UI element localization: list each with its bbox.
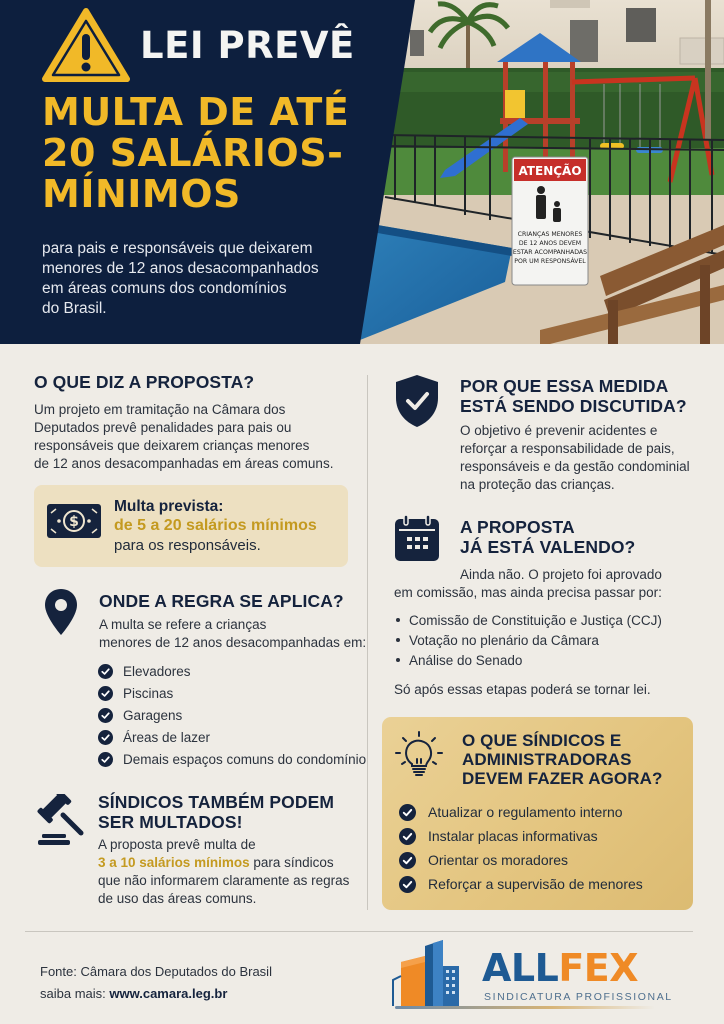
logo-word-part: FEX bbox=[558, 946, 639, 990]
check-circle-icon bbox=[399, 828, 416, 845]
section-proposal bbox=[34, 372, 354, 473]
more-info-label: saiba mais: bbox=[40, 986, 110, 1001]
section-title bbox=[98, 792, 334, 832]
logo-word-part: ALL bbox=[482, 946, 559, 990]
fine-amount-highlight: 3 a 10 salários mínimos bbox=[98, 855, 250, 870]
svg-text:ATENÇÃO: ATENÇÃO bbox=[518, 164, 582, 178]
title-line: ESTÁ SENDO DISCUTIDA? bbox=[460, 396, 687, 416]
subtitle-line: menores de 12 anos desacompanhados bbox=[42, 260, 319, 277]
hero-banner bbox=[0, 0, 724, 344]
list-item-label: Reforçar a supervisão de menores bbox=[428, 876, 643, 892]
body-line: em comissão, mas ainda precisa passar por: bbox=[394, 585, 662, 600]
list-item bbox=[98, 660, 366, 682]
list-item bbox=[399, 800, 643, 824]
body-line: reforçar a responsabilidade de pais, bbox=[460, 441, 675, 456]
check-circle-icon bbox=[98, 752, 113, 767]
more-info bbox=[40, 983, 272, 1005]
headline-subtitle bbox=[42, 239, 342, 319]
svg-text:$: $ bbox=[69, 514, 79, 530]
list-item bbox=[98, 748, 366, 770]
check-circle-icon bbox=[98, 708, 113, 723]
title-line: DEVEM FAZER AGORA? bbox=[462, 769, 663, 788]
title-line: ADMINISTRADORAS bbox=[462, 750, 632, 769]
list-item-label: Instalar placas informativas bbox=[428, 828, 598, 844]
list-item-label: Piscinas bbox=[123, 685, 174, 701]
body-line: responsáveis que deixarem crianças menores bbox=[34, 438, 310, 453]
source-link[interactable]: www.camara.leg.br bbox=[109, 986, 228, 1001]
body-line: de 12 anos desacompanhadas em áreas comuns. bbox=[34, 456, 334, 471]
body-line: Deputados prevê penalidades para pais ou bbox=[34, 420, 292, 435]
gavel-icon bbox=[36, 794, 88, 846]
check-circle-icon bbox=[399, 804, 416, 821]
body-line: A multa se refere a crianças bbox=[99, 617, 267, 632]
money-bill-icon bbox=[47, 504, 101, 538]
headline bbox=[42, 92, 362, 215]
hero-text bbox=[42, 12, 372, 319]
fine-label: Multa prevista: bbox=[114, 498, 224, 515]
footer-divider bbox=[25, 931, 693, 932]
allfex-logo bbox=[385, 940, 673, 1012]
subtitle-line: para pais e responsáveis que deixarem bbox=[42, 240, 313, 257]
map-pin-icon bbox=[44, 588, 78, 636]
section-body bbox=[460, 422, 690, 494]
list-item-label: Atualizar o regulamento interno bbox=[428, 804, 623, 820]
warning-triangle-icon bbox=[42, 7, 130, 83]
section-title: O QUE DIZ A PROPOSTA? bbox=[34, 372, 255, 392]
source-credit bbox=[40, 961, 272, 1005]
list-item bbox=[399, 824, 643, 848]
list-item: Votação no plenário da Câmara bbox=[396, 630, 662, 650]
calendar-icon bbox=[394, 514, 440, 562]
section-body bbox=[34, 401, 354, 473]
section-body bbox=[98, 836, 349, 908]
fine-target: para os responsáveis. bbox=[114, 537, 261, 554]
list-item bbox=[98, 726, 366, 748]
body-line: O objetivo é prevenir acidentes e bbox=[460, 423, 658, 438]
headline-prefix: LEI PREVÊ bbox=[140, 23, 355, 67]
section-body bbox=[394, 566, 662, 602]
logo-tagline: SINDICATURA PROFISSIONAL bbox=[484, 991, 673, 1003]
section-title bbox=[462, 731, 662, 788]
buildings-logo-icon bbox=[385, 940, 467, 1012]
title-line: O QUE SÍNDICOS E bbox=[462, 731, 622, 750]
body-line: A proposta prevê multa de bbox=[98, 837, 256, 852]
list-item bbox=[98, 704, 366, 726]
subtitle-line: do Brasil. bbox=[42, 300, 107, 317]
logo-underline bbox=[395, 1006, 655, 1009]
check-circle-icon bbox=[98, 686, 113, 701]
section-title bbox=[460, 517, 635, 557]
check-circle-icon bbox=[98, 664, 113, 679]
action-list bbox=[399, 800, 643, 896]
svg-text:POR UM RESPONSÁVEL: POR UM RESPONSÁVEL bbox=[514, 258, 586, 265]
title-line: A PROPOSTA bbox=[460, 517, 575, 537]
list-item bbox=[399, 872, 643, 896]
body-line: menores de 12 anos desacompanhadas em: bbox=[99, 635, 367, 650]
svg-text:CRIANÇAS MENORES: CRIANÇAS MENORES bbox=[517, 231, 583, 238]
svg-text:DE 12 ANOS DEVEM: DE 12 ANOS DEVEM bbox=[518, 240, 582, 247]
fine-amount: de 5 a 20 salários mínimos bbox=[114, 517, 317, 534]
list-item: Análise do Senado bbox=[396, 650, 662, 670]
approval-steps-list bbox=[396, 610, 662, 670]
shield-check-icon bbox=[394, 374, 440, 428]
check-circle-icon bbox=[98, 730, 113, 745]
list-item-label: Elevadores bbox=[123, 663, 191, 679]
svg-text:ESTAR ACOMPANHADAS: ESTAR ACOMPANHADAS bbox=[512, 249, 588, 256]
body-line: responsáveis e da gestão condominial bbox=[460, 459, 690, 474]
body-line bbox=[98, 854, 349, 872]
lightbulb-icon bbox=[394, 731, 444, 781]
source-text: Fonte: Câmara dos Deputados do Brasil bbox=[40, 964, 272, 979]
section-body bbox=[99, 616, 366, 652]
body-line: Um projeto em tramitação na Câmara dos bbox=[34, 402, 286, 417]
fine-callout bbox=[34, 485, 348, 567]
closing-note: Só após essas etapas poderá se tornar lei. bbox=[394, 682, 651, 697]
headline-line: 20 SALÁRIOS- bbox=[42, 131, 344, 175]
section-title bbox=[460, 376, 687, 416]
list-item-label: Orientar os moradores bbox=[428, 852, 569, 868]
body-text: para síndicos bbox=[249, 855, 334, 870]
body-line: de uso das áreas comuns. bbox=[98, 891, 257, 906]
body-line: que não informarem claramente as regras bbox=[98, 873, 350, 888]
headline-line: MULTA DE ATÉ bbox=[42, 90, 350, 134]
list-item bbox=[399, 848, 643, 872]
section-title: ONDE A REGRA SE APLICA? bbox=[99, 591, 344, 611]
location-list bbox=[98, 660, 366, 770]
action-callout bbox=[382, 717, 693, 910]
body-line: Ainda não. O projeto foi aprovado bbox=[460, 567, 662, 582]
list-item-label: Garagens bbox=[123, 707, 183, 723]
body-line: na proteção das crianças. bbox=[460, 477, 615, 492]
title-line: SÍNDICOS TAMBÉM PODEM bbox=[98, 792, 335, 812]
logo-wordmark bbox=[482, 948, 638, 988]
title-line: JÁ ESTÁ VALENDO? bbox=[460, 537, 636, 557]
check-circle-icon bbox=[399, 876, 416, 893]
list-item-label: Demais espaços comuns do condomínio bbox=[123, 751, 367, 767]
title-line: SER MULTADOS! bbox=[98, 812, 243, 832]
column-divider bbox=[367, 375, 368, 910]
subtitle-line: em áreas comuns dos condomínios bbox=[42, 280, 287, 297]
headline-line: MÍNIMOS bbox=[42, 172, 241, 216]
check-circle-icon bbox=[399, 852, 416, 869]
list-item-label: Áreas de lazer bbox=[123, 729, 211, 745]
list-item bbox=[98, 682, 366, 704]
title-line: POR QUE ESSA MEDIDA bbox=[460, 376, 669, 396]
list-item: Comissão de Constituição e Justiça (CCJ) bbox=[396, 610, 662, 630]
